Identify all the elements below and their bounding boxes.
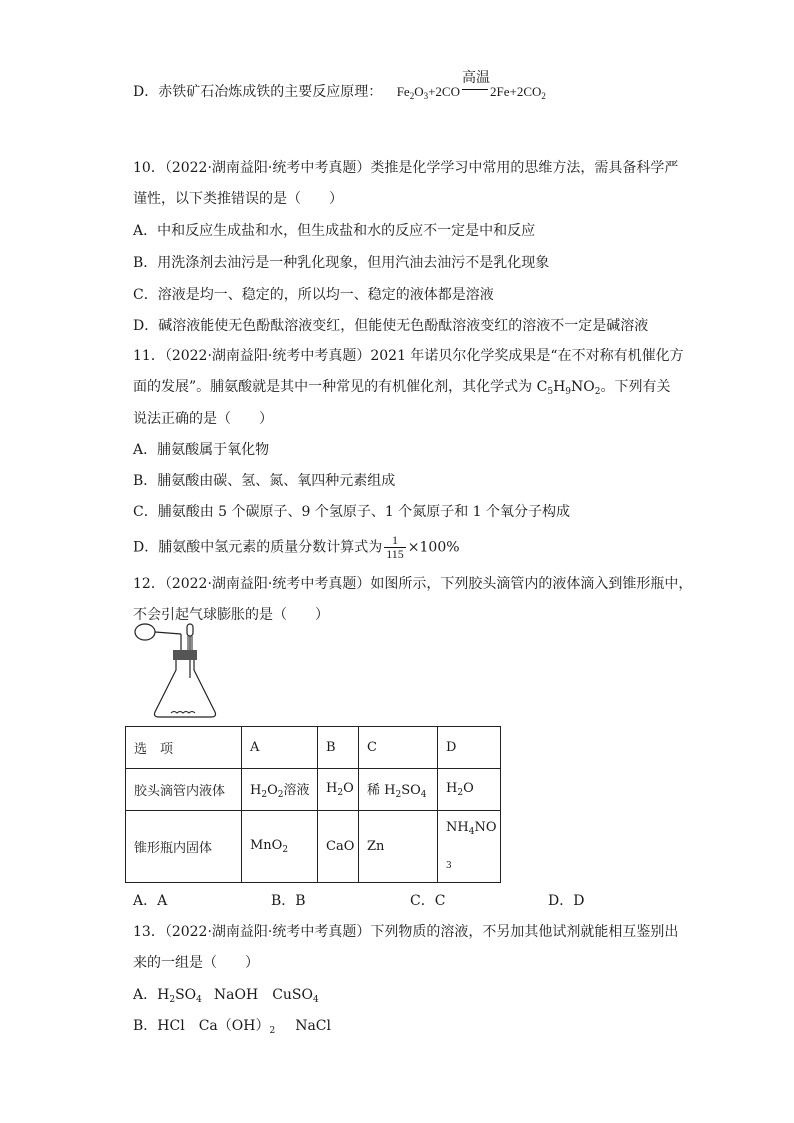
- q11-stem-line2: 面的发展”。脯氨酸就是其中一种常见的有机催化剂，其化学式为 $C_5H_9NO_2$。下列有关: [133, 379, 671, 397]
- q10-option-d: D．碱溶液能使无色酚酞溶液变红，但能使无色酚酞溶液变红的溶液不一定是碱溶液: [133, 318, 649, 334]
- q13-option-b: B．HCl $Ca(OH)_2$ NaCl: [133, 1018, 331, 1036]
- q10-option-b: B．用洗涤剂去油污是一种乳化现象，但用汽油去油污不是乳化现象: [133, 255, 550, 271]
- q10-option-c: C．溶液是均一、稳定的，所以均一、稳定的液体都是溶液: [133, 287, 494, 303]
- table-header-c: C: [359, 727, 438, 769]
- table-r2-a: MnO$_2$: [242, 811, 318, 883]
- table-r2-b: CaO: [318, 811, 359, 883]
- q12-choice-b: B．B: [271, 893, 306, 909]
- q12-choice-c: C．C: [410, 893, 446, 909]
- q11-stem-line1: 11．（2022·湖南益阳·统考中考真题）2021 年诺贝尔化学奖成果是“在不对称有机催化方: [133, 348, 684, 364]
- table-row1-label: 胶头滴管内液体: [126, 769, 242, 811]
- flask-balloon-figure: [131, 620, 231, 720]
- q13-stem-line1: 13．（2022·湖南益阳·统考中考真题）下列物质的溶液，不另加其他试剂就能相互鉴别出: [133, 924, 679, 940]
- q9-equation: $Fe_2O_3+2CO$ 高温 $2Fe+2CO_2$: [396, 70, 546, 101]
- q11-option-b: B．脯氨酸由碳、氢、氮、氧四种元素组成: [133, 473, 396, 489]
- q9-option-d-text: D．赤铁矿石冶炼成铁的主要反应原理：: [133, 84, 383, 100]
- q12-options-table: [125, 726, 501, 883]
- reaction-condition: 高温: [460, 82, 490, 102]
- q11-option-c: C．脯氨酸由 5 个碳原子、9 个氢原子、1 个氮原子和 1 个氧分子构成: [133, 504, 571, 520]
- q12-choice-d: D．D: [548, 893, 585, 909]
- table-header-a: A: [242, 727, 318, 769]
- table-r1-a: $H_2O_2$溶液: [242, 769, 318, 811]
- table-header-option: 选 项: [126, 727, 242, 769]
- q12-choice-a: A．A: [133, 893, 168, 909]
- table-r2-c: Zn: [359, 811, 438, 883]
- q11-option-a: A．脯氨酸属于氧化物: [133, 442, 270, 458]
- q11-option-d: D．脯氨酸中氢元素的质量分数计算式为 $\frac{1}{115}$ ×100%: [133, 533, 460, 561]
- table-r1-b: $H_2O$: [318, 769, 359, 811]
- table-row2-label: 锥形瓶内固体: [126, 811, 242, 883]
- q10-stem-line2: 谨性，以下类推错误的是（ ）: [133, 191, 343, 207]
- q13-stem-line2: 来的一组是（ ）: [133, 955, 259, 971]
- table-r1-c: 稀 $H_2SO_4$: [359, 769, 438, 811]
- q10-option-a: A．中和反应生成盐和水，但生成盐和水的反应不一定是中和反应: [133, 223, 536, 239]
- q11-stem-line3: 说法正确的是（ ）: [133, 411, 273, 427]
- q12-stem-line1: 12．（2022·湖南益阳·统考中考真题）如图所示，下列胶头滴管内的液体滴入到锥形瓶中，: [133, 576, 693, 592]
- table-header-d: D: [438, 727, 501, 769]
- q10-stem-line1: 10．（2022·湖南益阳·统考中考真题）类推是化学学习中常用的思维方法，需具备科学严: [133, 160, 679, 176]
- q13-option-a: A．$H_2SO_4$ NaOH CuSO$_4$: [133, 987, 319, 1005]
- q9-option-d: [133, 70, 546, 106]
- table-r1-d: $H_2O$: [438, 769, 501, 811]
- mass-fraction: $\frac{1}{115}$: [386, 533, 404, 561]
- table-header-b: B: [318, 727, 359, 769]
- q12-stem-line2: 不会引起气球膨胀的是（ ）: [133, 607, 329, 623]
- table-r2-d: $NH_4NO$ $_3$: [438, 811, 501, 883]
